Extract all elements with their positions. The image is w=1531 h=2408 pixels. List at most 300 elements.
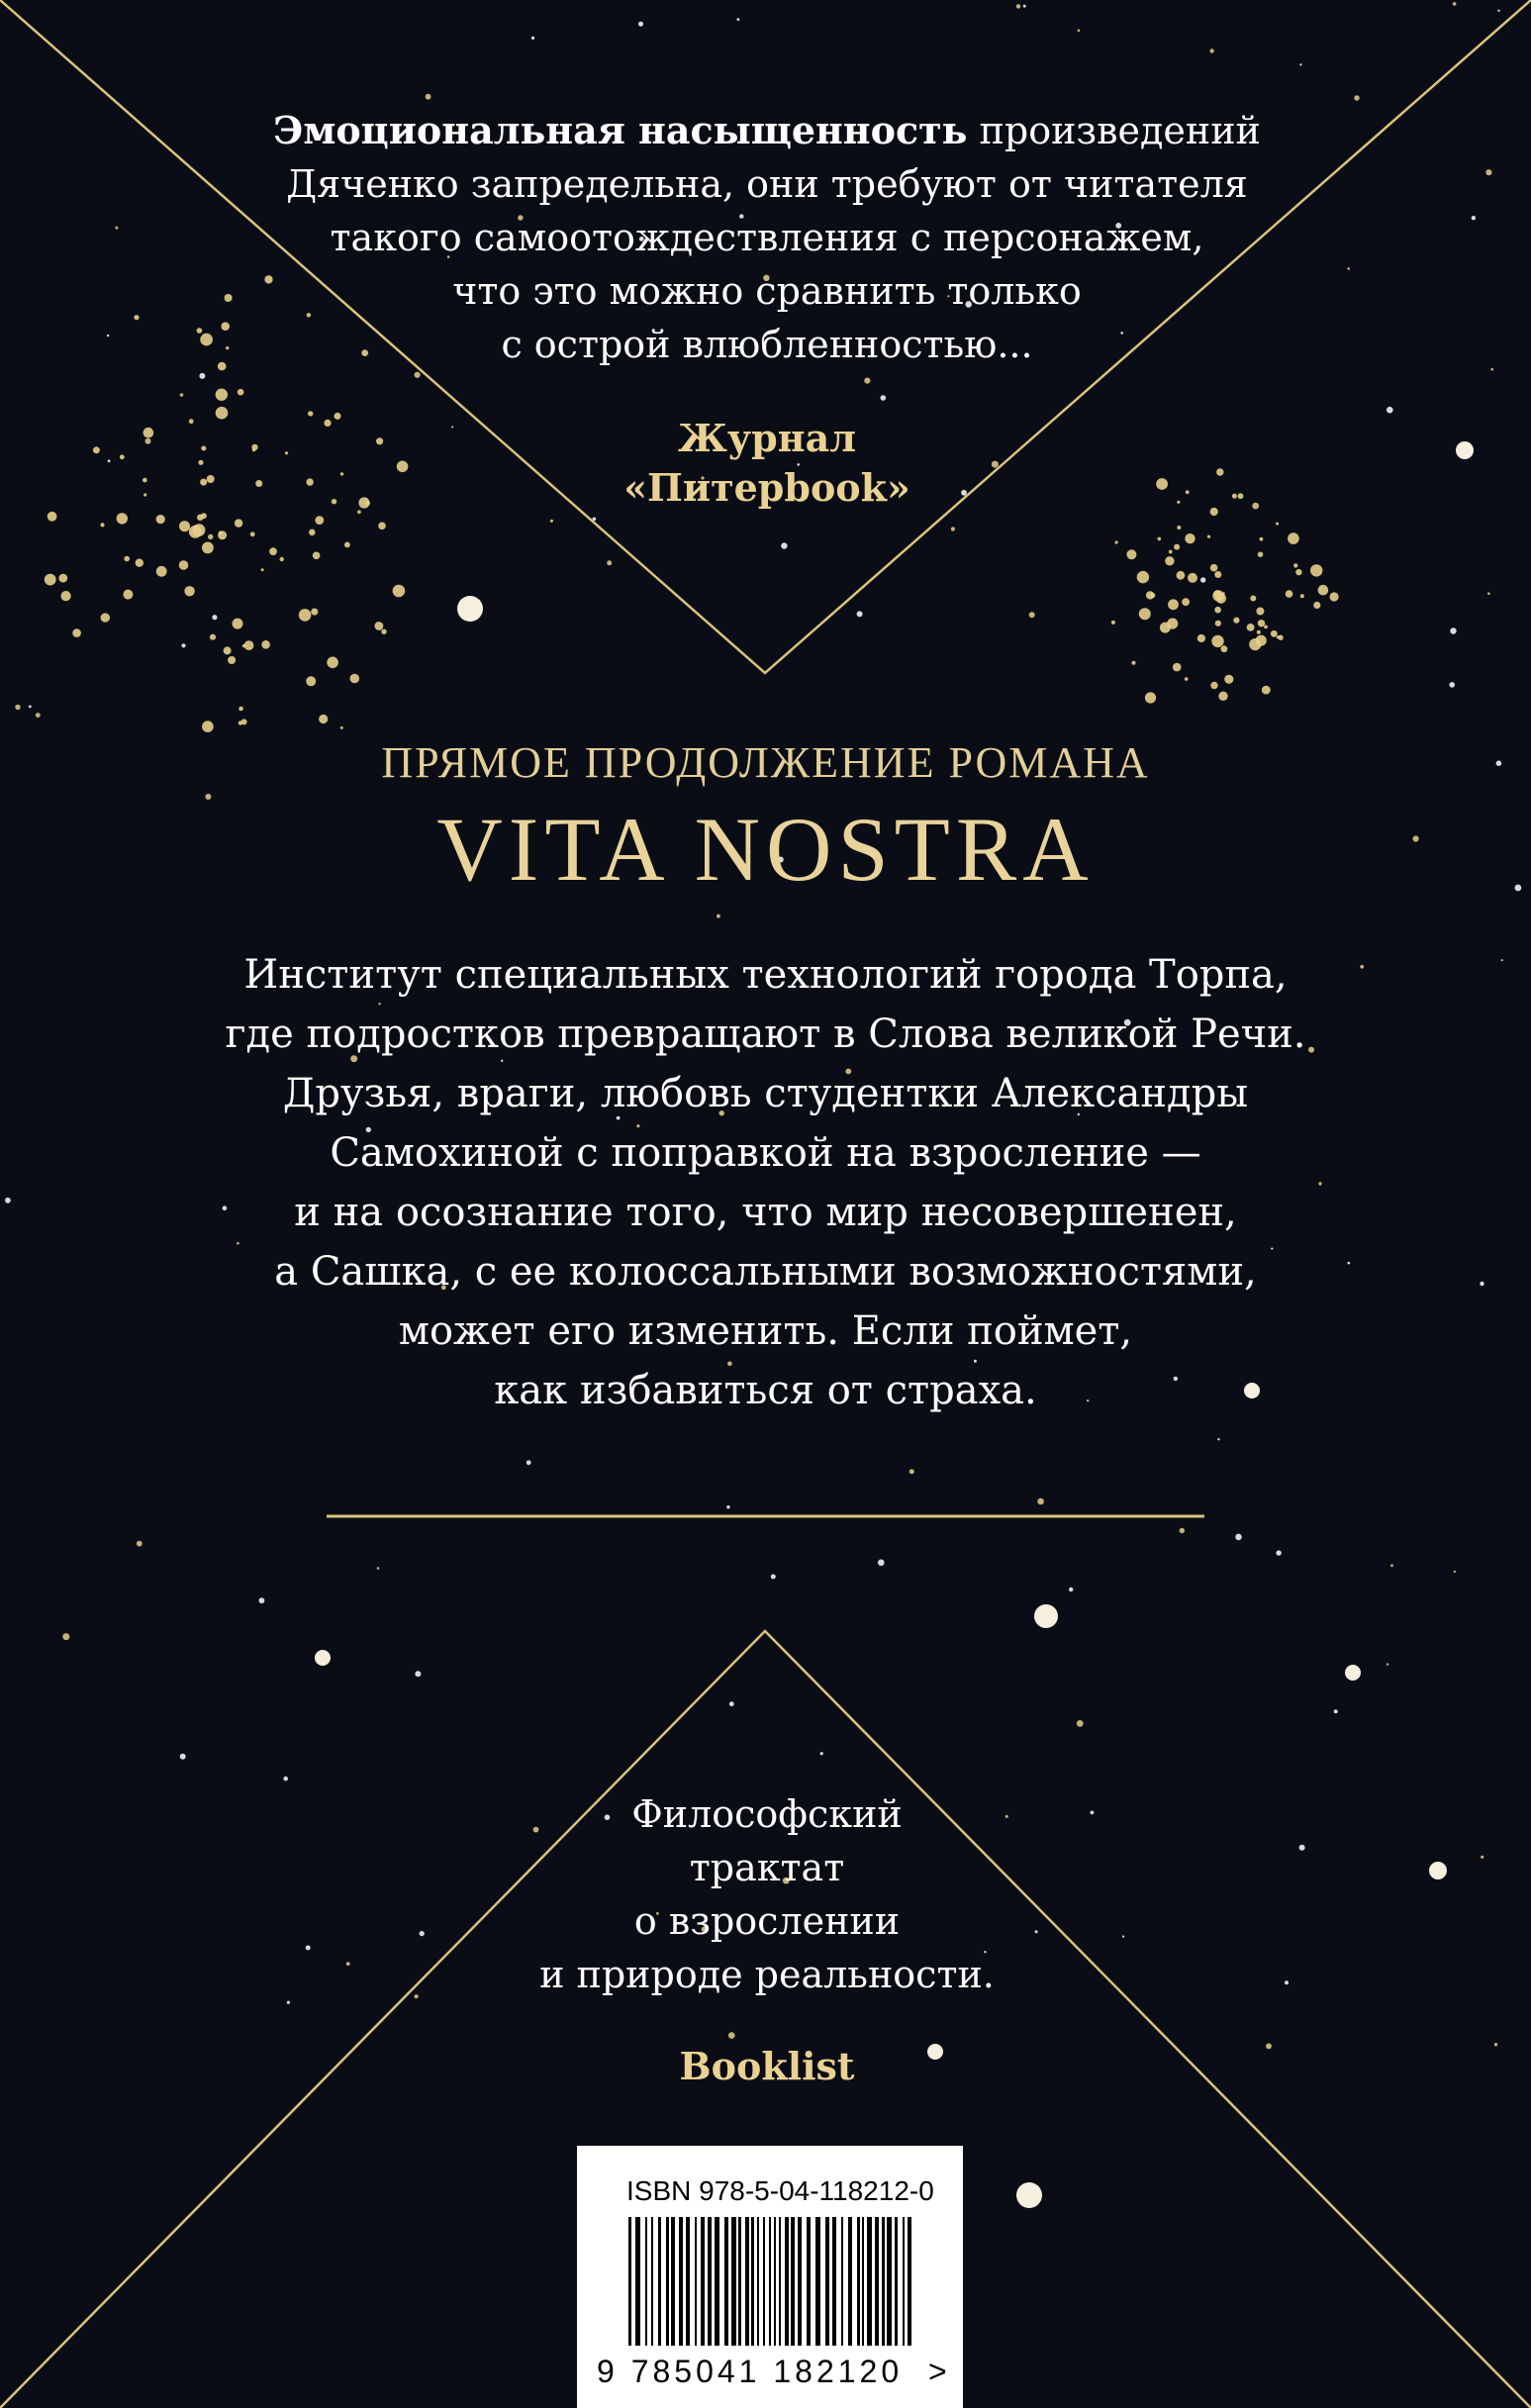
bottom-quote-line: трактат	[689, 1846, 845, 1889]
star-dot	[1215, 621, 1221, 626]
star-dot	[1216, 593, 1226, 603]
barcode-bar	[875, 2217, 879, 2346]
star-dot	[1222, 592, 1225, 595]
description-line: Институт специальных технологий города Торпа,	[243, 952, 1288, 998]
star-dot	[1300, 594, 1304, 598]
star-dot	[1232, 494, 1237, 499]
star-dot	[189, 419, 194, 424]
star-dot	[1177, 571, 1186, 580]
star-dot	[199, 373, 205, 379]
star-dot	[180, 393, 184, 397]
star-dot	[1262, 686, 1271, 695]
star-dot	[212, 615, 217, 620]
star-dot	[1250, 596, 1256, 602]
star-dot	[1233, 618, 1239, 624]
star-dot	[1197, 634, 1205, 642]
star-dot	[238, 389, 244, 396]
star-dot	[207, 475, 215, 483]
star-dot	[1235, 1534, 1242, 1541]
barcode-bar	[887, 2217, 892, 2346]
star-dot	[1221, 645, 1228, 652]
star-dot	[1210, 508, 1218, 516]
star-dot	[1299, 63, 1301, 65]
star-dot	[1288, 532, 1299, 544]
star-dot	[1158, 537, 1162, 541]
barcode-bar	[666, 2217, 669, 2346]
star-dot	[526, 1460, 531, 1465]
star-dot	[376, 437, 383, 444]
star-dot	[313, 552, 321, 560]
star-dot	[1016, 4, 1020, 8]
star-dot	[1249, 638, 1261, 650]
top-quote-line-1-rest: произведений	[979, 109, 1261, 152]
star-dot	[136, 559, 144, 567]
star-dot	[45, 574, 56, 586]
star-dot	[420, 1931, 425, 1936]
isbn-digits: 9 785041 182120	[597, 2354, 904, 2389]
star-dot	[108, 459, 111, 462]
barcode-bar	[779, 2217, 781, 2346]
star-dot	[315, 1650, 331, 1666]
star-dot	[1449, 682, 1455, 688]
star-dot	[1200, 577, 1205, 582]
star-dot	[1078, 29, 1081, 32]
star-dot	[1173, 663, 1182, 672]
star-dot	[377, 1567, 380, 1570]
star-dot	[1293, 563, 1297, 567]
star-dot	[255, 480, 262, 487]
star-dot	[219, 531, 223, 535]
star-dot	[1334, 1709, 1338, 1713]
star-dot	[1122, 1936, 1124, 1938]
star-dot	[1037, 1498, 1044, 1505]
series-title: VITA NOSTRA	[436, 799, 1095, 900]
top-quote-line-1	[228, 104, 1306, 157]
star-dot	[134, 315, 139, 320]
star-dot	[1271, 630, 1278, 637]
star-dot	[728, 2032, 735, 2039]
barcode-bar	[738, 2217, 741, 2346]
star-dot	[1318, 585, 1329, 596]
star-dot	[324, 420, 331, 427]
star-dot	[1139, 608, 1151, 620]
barcode-bar	[908, 2217, 911, 2346]
star-dot	[397, 461, 409, 473]
bottom-quote-source: Booklist	[679, 2044, 855, 2088]
star-dot	[198, 460, 203, 465]
star-dot	[729, 1701, 734, 1706]
star-dot	[1238, 493, 1244, 499]
star-dot	[144, 493, 146, 496]
star-dot	[1494, 2043, 1497, 2046]
star-dot	[346, 1962, 350, 1966]
star-dot	[143, 478, 147, 483]
star-dot	[717, 915, 720, 918]
star-dot	[216, 389, 228, 401]
barcode-bar	[763, 2217, 765, 2346]
star-dot	[1387, 1663, 1388, 1665]
star-dot	[210, 634, 216, 640]
star-dot	[1490, 368, 1493, 371]
star-dot	[1156, 478, 1168, 490]
series-subtitle: ПРЯМОЕ ПРОДОЛЖЕНИЕ РОМАНА	[381, 738, 1150, 787]
star-dot	[1034, 1604, 1058, 1628]
star-dot	[308, 411, 313, 416]
star-dot	[120, 454, 125, 459]
star-dot	[1177, 501, 1180, 504]
star-dot	[216, 407, 229, 420]
star-dot	[36, 713, 41, 718]
star-dot	[1217, 1438, 1219, 1440]
top-quote-bold: Эмоциональная насыщенность	[273, 108, 968, 152]
bottom-quote-line: о взрослении	[633, 1899, 901, 1943]
isbn-barcode-box	[577, 2146, 963, 2408]
star-dot	[1069, 1588, 1073, 1591]
star-dot	[1501, 959, 1503, 961]
barcode-bar	[785, 2217, 789, 2346]
star-dot	[48, 512, 57, 522]
bottom-quote-line: и природе реальности.	[539, 1953, 995, 1996]
star-dot	[287, 2001, 290, 2004]
star-dot	[1285, 1980, 1289, 1984]
star-dot	[201, 446, 206, 451]
top-quote	[228, 104, 1306, 371]
star-dot	[250, 531, 255, 536]
barcode-bar	[628, 2217, 631, 2346]
star-dot	[93, 446, 100, 453]
star-dot	[607, 560, 612, 565]
star-dot	[233, 619, 243, 629]
star-dot	[197, 328, 203, 334]
star-dot	[1256, 608, 1264, 616]
star-dot	[1132, 661, 1136, 665]
star-dot	[375, 622, 384, 630]
top-quote-source	[525, 414, 1009, 513]
star-dot	[117, 513, 128, 524]
star-dot	[1472, 216, 1476, 220]
star-dot	[235, 519, 242, 527]
star-dot	[181, 643, 185, 647]
barcode-bar	[731, 2217, 736, 2346]
star-dot	[306, 1946, 311, 1951]
star-dot	[1180, 1528, 1185, 1533]
star-dot	[241, 719, 247, 724]
star-dot	[1480, 1282, 1483, 1286]
star-dot	[123, 590, 133, 600]
star-dot	[100, 523, 104, 527]
star-dot	[531, 37, 534, 40]
star-dot	[306, 478, 313, 485]
star-dot	[1214, 607, 1221, 614]
star-dot	[415, 1994, 419, 1998]
star-dot	[1224, 675, 1233, 684]
barcode-bar	[701, 2217, 705, 2346]
star-dot	[137, 1541, 143, 1547]
star-dot	[319, 715, 328, 723]
star-dot	[1137, 571, 1149, 583]
star-dot	[251, 444, 257, 450]
star-dot	[1252, 503, 1259, 510]
star-dot	[1016, 2182, 1042, 2208]
star-dot	[280, 557, 284, 561]
star-dot	[340, 472, 343, 475]
description-line: а Сашка, с ее колоссальными возможностями,	[274, 1249, 1257, 1295]
star-dot	[58, 574, 67, 583]
star-dot	[820, 1752, 823, 1755]
barcode-bar	[867, 2217, 872, 2346]
star-dot	[15, 705, 20, 710]
barcode-bar	[882, 2217, 885, 2346]
barcode-bar	[857, 2217, 860, 2346]
star-dot	[202, 721, 214, 732]
star-dot	[1169, 550, 1173, 554]
star-dot	[1209, 48, 1213, 52]
star-dot	[1091, 1811, 1095, 1815]
star-dot	[1347, 267, 1350, 270]
star-dot	[1387, 407, 1393, 414]
barcode-bar	[708, 2217, 712, 2346]
star-dot	[365, 501, 370, 506]
star-dot	[193, 524, 206, 536]
star-dot	[1210, 682, 1217, 689]
star-dot	[1177, 526, 1181, 530]
star-dot	[878, 1560, 885, 1567]
barcode-bar	[769, 2217, 771, 2346]
star-dot	[180, 1754, 186, 1760]
star-dot	[218, 362, 227, 371]
barcode-bar	[807, 2217, 811, 2346]
star-dot	[5, 1198, 11, 1204]
star-dot	[1456, 441, 1474, 459]
star-dot	[1286, 590, 1293, 598]
barcode-bar	[903, 2217, 905, 2346]
star-dot	[1214, 571, 1221, 578]
star-dot	[1260, 537, 1264, 541]
star-dot	[1413, 835, 1419, 841]
star-dot	[1450, 627, 1456, 633]
description-line: может его изменить. Если поймет,	[398, 1308, 1133, 1354]
star-dot	[179, 521, 190, 531]
star-dot	[1496, 760, 1502, 766]
bottom-quote	[445, 1787, 1089, 2001]
star-dot	[1126, 549, 1136, 559]
star-dot	[115, 227, 118, 230]
star-dot	[1354, 95, 1359, 100]
star-dot	[184, 586, 194, 596]
star-dot	[1186, 490, 1190, 494]
star-dot	[299, 609, 312, 622]
star-dot	[309, 530, 316, 536]
star-dot	[202, 542, 214, 554]
star-dot	[1247, 624, 1255, 631]
star-dot	[1266, 2044, 1272, 2050]
bottom-quote-line: Философский	[631, 1792, 903, 1836]
top-quote-source-line-2: «Питерbook»	[623, 465, 910, 510]
barcode-bar	[832, 2217, 836, 2346]
star-dot	[1299, 1845, 1305, 1851]
star-dot	[208, 534, 213, 539]
star-dot	[61, 591, 71, 601]
barcode-bar	[798, 2217, 802, 2346]
top-quote-line-2: Дяченко запредельна, они требуют от читателя	[286, 162, 1248, 206]
star-dot	[1330, 592, 1339, 601]
star-dot	[261, 568, 264, 571]
barcode-bar	[895, 2217, 898, 2346]
star-dot	[1295, 569, 1301, 575]
star-dot	[200, 479, 207, 486]
star-dot	[1481, 1856, 1483, 1859]
star-dot	[144, 428, 154, 438]
barcode-bar	[862, 2217, 864, 2346]
star-dot	[1429, 1862, 1447, 1879]
star-dot	[381, 629, 386, 634]
star-dot	[332, 499, 336, 504]
star-dot	[224, 646, 232, 654]
star-dot	[1453, 2, 1457, 6]
star-dot	[864, 378, 870, 384]
barcode-bar	[651, 2217, 653, 2346]
star-dot	[124, 556, 130, 562]
star-dot	[1218, 692, 1227, 701]
star-dot	[881, 395, 887, 401]
star-dot	[1165, 556, 1174, 565]
star-dot	[315, 516, 324, 525]
description-line: где подростков превращают в Слова великой Речи.	[225, 1011, 1306, 1057]
barcode-bar	[679, 2217, 683, 2346]
star-dot	[269, 547, 277, 555]
star-dot	[1210, 564, 1218, 572]
star-dot	[1168, 599, 1179, 610]
star-dot	[1277, 635, 1280, 638]
star-dot	[306, 676, 316, 686]
star-dot	[1257, 630, 1261, 634]
star-dot	[1264, 626, 1268, 629]
star-dot	[1023, 5, 1026, 8]
star-dot	[415, 372, 421, 378]
barcode-bar	[724, 2217, 728, 2346]
barcode-bar	[745, 2217, 749, 2346]
top-quote-line-3: такого самоотождествления с персонажем,	[330, 216, 1204, 259]
star-dot	[1216, 468, 1223, 475]
star-dot	[179, 560, 189, 570]
star-dot	[311, 609, 318, 616]
barcode-bar	[757, 2217, 759, 2346]
star-dot	[1276, 523, 1279, 526]
star-dot	[1497, 10, 1499, 12]
star-dot	[145, 438, 151, 444]
star-dot	[156, 566, 167, 577]
star-dot	[550, 520, 553, 523]
book-description	[119, 945, 1412, 1420]
star-dot	[771, 1575, 776, 1580]
star-dot	[1185, 533, 1195, 543]
star-dot	[242, 644, 245, 647]
star-dot	[1207, 535, 1210, 538]
description-line: и на осознание того, что мир несовершенен,	[294, 1190, 1237, 1235]
star-dot	[350, 674, 360, 684]
star-dot	[1185, 677, 1189, 681]
barcode-bar	[848, 2217, 852, 2346]
star-dot	[393, 585, 406, 598]
star-dot	[1111, 621, 1115, 625]
star-dot	[62, 1633, 69, 1640]
star-dot	[259, 1597, 265, 1603]
star-dot	[285, 451, 288, 454]
star-dot	[1454, 1571, 1456, 1573]
star-dot	[1145, 692, 1156, 703]
barcode-icon	[628, 2217, 915, 2356]
star-dot	[1077, 1720, 1084, 1727]
barcode-bar	[791, 2217, 795, 2346]
barcode-bar	[686, 2217, 690, 2346]
star-dot	[1313, 602, 1320, 609]
star-dot	[1487, 592, 1490, 595]
star-dot	[378, 523, 386, 530]
star-dot	[1211, 635, 1223, 647]
star-dot	[1258, 552, 1263, 557]
star-dot	[1515, 885, 1522, 892]
star-dot	[951, 527, 955, 530]
isbn-label: ISBN 978-5-04-118212-0	[626, 2175, 934, 2206]
barcode-bar	[635, 2217, 640, 2346]
star-dot	[737, 18, 740, 21]
star-dot	[1345, 1665, 1361, 1681]
star-dot	[1146, 591, 1154, 599]
barcode-bar	[671, 2217, 675, 2346]
star-dot	[781, 542, 787, 548]
barcode-bar	[645, 2217, 647, 2346]
isbn-arrow: >	[928, 2354, 947, 2389]
star-dot	[415, 1671, 421, 1677]
star-dot	[1115, 540, 1118, 543]
barcode-bar	[695, 2217, 697, 2346]
star-dot	[1258, 620, 1265, 626]
star-dot	[1182, 598, 1190, 606]
barcode-bar	[841, 2217, 843, 2346]
star-dot	[1160, 623, 1171, 633]
star-dot	[261, 640, 270, 649]
barcode-bar	[658, 2217, 661, 2346]
barcode-bar	[815, 2217, 820, 2346]
star-dot	[283, 1777, 288, 1782]
top-quote-source-line-1: Журнал	[678, 416, 856, 460]
top-quote-line-5: с острой влюбленностью...	[501, 323, 1033, 366]
star-dot	[457, 596, 483, 622]
barcode-bar	[825, 2217, 829, 2346]
star-dot	[1485, 169, 1491, 175]
star-dot	[909, 1469, 914, 1474]
star-dot	[1174, 544, 1180, 550]
star-dot	[1029, 612, 1035, 618]
star-dot	[857, 611, 863, 617]
star-dot	[1188, 573, 1197, 583]
star-dot	[107, 335, 109, 337]
star-dot	[335, 413, 341, 420]
star-dot	[239, 707, 243, 712]
top-quote-line-4: что это можно сравнить только	[452, 269, 1082, 313]
star-dot	[101, 613, 110, 622]
star-dot	[451, 426, 453, 428]
star-dot	[29, 706, 32, 709]
star-dot	[357, 510, 361, 514]
star-dot	[1390, 1564, 1393, 1567]
star-dot	[340, 726, 343, 729]
star-dot	[72, 628, 81, 637]
star-dot	[156, 515, 165, 524]
star-dot	[426, 94, 431, 100]
star-dot	[726, 1505, 729, 1508]
star-dot	[1276, 1550, 1281, 1555]
